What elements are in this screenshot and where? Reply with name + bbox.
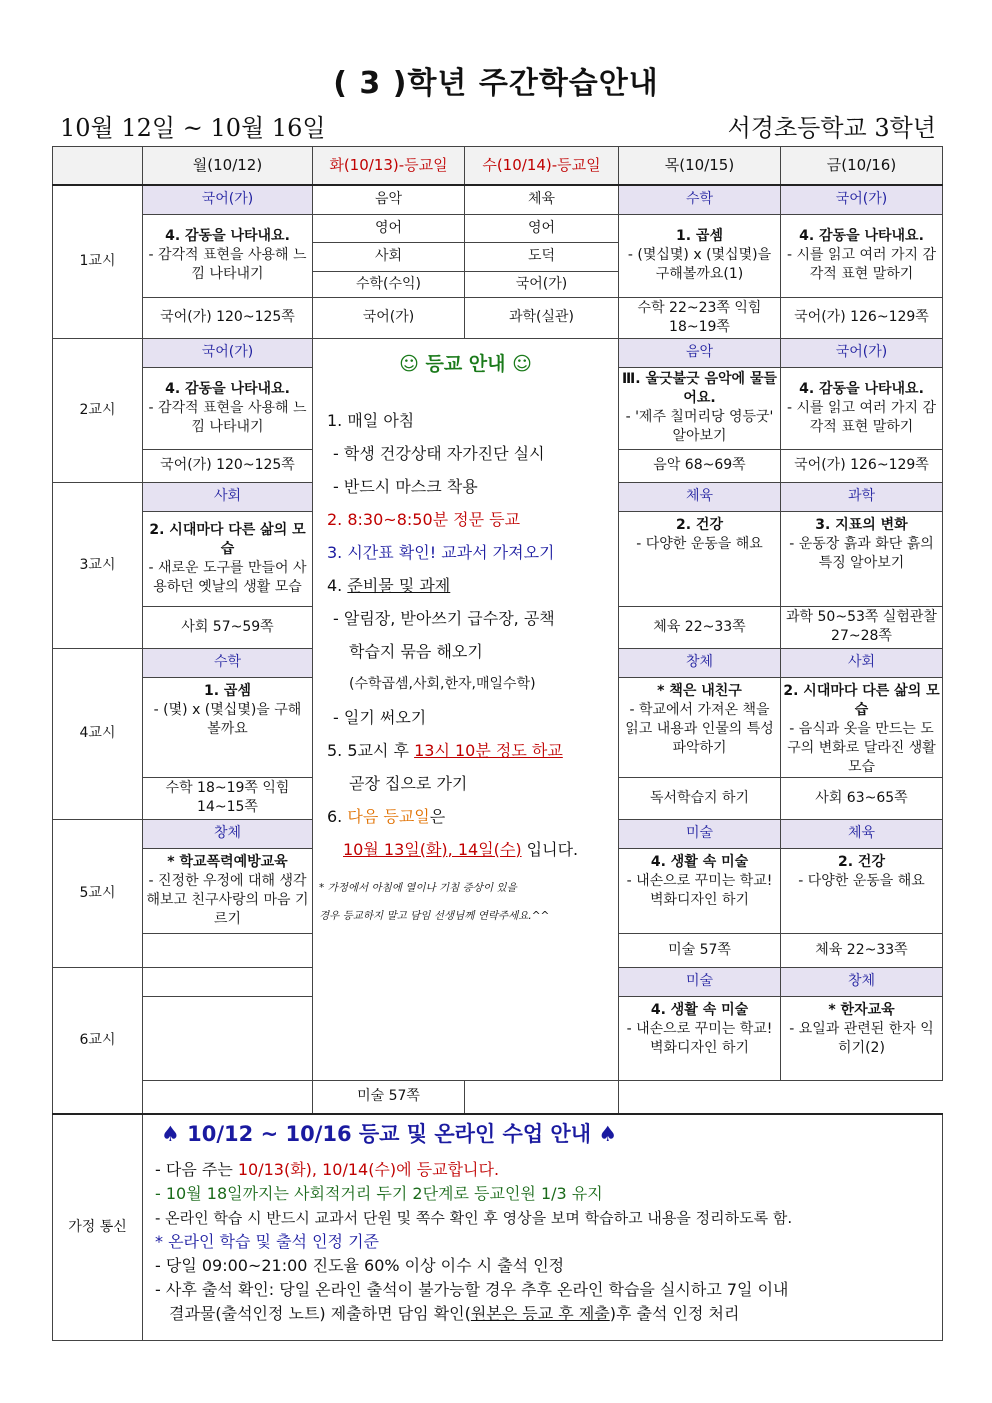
day-mon: 월(10/12) <box>143 147 313 186</box>
timetable <box>52 146 943 1341</box>
mon-p1-desc: - 감각적 표현을 사용해 느낌 나타내기 <box>148 247 307 282</box>
tue-p4-subject: 수학(수익) <box>313 271 465 297</box>
mon-p1-content <box>143 214 313 297</box>
notice-text: 준비물 및 과제 <box>347 575 451 595</box>
mon-p6-subject <box>143 967 313 996</box>
fri-p5-page: 체육 22~33쪽 <box>781 933 943 967</box>
fri-p5-content <box>781 848 943 933</box>
thu-p2-subject: 음악 <box>619 338 781 367</box>
fri-p6-unit: * 한자교육 <box>828 1001 895 1018</box>
fri-p5-unit: 2. 건강 <box>838 853 885 870</box>
thu-p4-desc: - 학교에서 가져온 책을 읽고 내용과 인물의 특성 파악하기 <box>625 701 774 756</box>
mon-p4-desc: - (몇) x (몇십몇)을 구해 볼까요 <box>153 701 302 737</box>
thu-p6-subject: 미술 <box>619 967 781 996</box>
thu-p2-unit: Ⅲ. 울긋불긋 음악에 물들어요. <box>622 371 777 406</box>
home-line: - 온라인 학습 시 반드시 교과서 단원 및 쪽수 확인 후 영상을 보며 학습하고 내용을 정리하도록 함. <box>155 1209 793 1227</box>
home-text: )후 출석 인정 처리 <box>609 1304 740 1323</box>
mon-p5-subject: 창체 <box>143 819 313 848</box>
fri-p4-desc: - 음식과 옷을 만드는 도구의 변화로 달라진 생활 모습 <box>787 720 936 775</box>
home-text: 결과물(출석인정 노트) 제출하면 담임 확인( <box>169 1304 471 1323</box>
mon-p2-unit: 4. 감동을 나타내요. <box>165 380 290 397</box>
home-text: 원본은 등교 후 제출 <box>470 1304 610 1323</box>
fri-p4-content <box>781 677 943 777</box>
wed-p2-subject: 영어 <box>465 214 619 242</box>
mon-p1-unit: 4. 감동을 나타내요. <box>165 228 290 244</box>
mon-p6-page <box>143 1080 313 1114</box>
notice-line: 곧장 집으로 가기 <box>349 773 468 793</box>
period-1: 1교시 <box>53 185 143 338</box>
page-title: ( 3 )학년 주간학습안내 <box>333 66 659 101</box>
fri-p6-page <box>465 1080 619 1114</box>
fri-p1-subject: 국어(가) <box>781 185 943 214</box>
tue-p2-subject: 영어 <box>313 214 465 242</box>
mon-p4-subject: 수학 <box>143 648 313 677</box>
thu-p5-page: 미술 57쪽 <box>619 933 781 967</box>
period-5: 5교시 <box>53 819 143 967</box>
home-line: - 사후 출석 확인: 당일 온라인 출석이 불가능할 경우 추후 온라인 학습을 실시하고 7일 이내 <box>155 1280 789 1299</box>
tue-p1-subject: 음악 <box>313 185 465 214</box>
mon-p5-unit: * 학교폭력예방교육 <box>167 853 288 870</box>
corner-cell <box>53 147 143 186</box>
wed-p3-subject: 도덕 <box>465 242 619 271</box>
mon-p6-content <box>143 996 313 1080</box>
home-line: - 10월 18일까지는 사회적거리 두기 2단계로 등교인원 1/3 유지 <box>155 1184 603 1203</box>
wed-p1-subject: 체육 <box>465 185 619 214</box>
mon-p2-content <box>143 367 313 449</box>
fri-p1-desc: - 시를 읽고 여러 가지 감각적 표현 말하기 <box>786 247 937 282</box>
day-thu: 목(10/15) <box>619 147 781 186</box>
fri-p5-subject: 체육 <box>781 819 943 848</box>
notice-text: 4. <box>327 575 348 595</box>
school-name: 서경초등학교 3학년 <box>727 114 936 142</box>
mon-p1-page: 국어(가) 120~125쪽 <box>143 297 313 338</box>
tue-p3-subject: 사회 <box>313 242 465 271</box>
notice-line: 2. 8:30~8:50분 정문 등교 <box>327 509 521 529</box>
home-line: - 당일 09:00~21:00 진도율 60% 이상 이수 시 출석 인정 <box>155 1256 565 1275</box>
notice-line: - 반드시 마스크 착용 <box>333 476 478 496</box>
fri-p3-subject: 과학 <box>781 482 943 511</box>
notice-line: (수학곱셈,사회,한자,매일수학) <box>349 675 536 692</box>
mon-p3-content <box>143 511 313 606</box>
notice-line: 3. 시간표 확인! 교과서 가져오기 <box>327 542 555 562</box>
mon-p4-content <box>143 677 313 777</box>
thu-p1-content <box>619 214 781 297</box>
period-4: 4교시 <box>53 648 143 819</box>
home-communication <box>143 1114 943 1340</box>
fri-p3-desc: - 운동장 흙과 화단 흙의 특징 알아보기 <box>789 535 934 571</box>
fri-p1-unit: 4. 감동을 나타내요. <box>799 228 924 244</box>
mon-p3-page: 사회 57~59쪽 <box>143 606 313 648</box>
thu-p6-unit: 4. 생활 속 미술 <box>650 1001 749 1018</box>
mon-p3-subject: 사회 <box>143 482 313 511</box>
fri-p1-page: 국어(가) 126~129쪽 <box>781 297 943 338</box>
fri-p6-content <box>781 996 943 1080</box>
mon-p3-desc: - 새로운 도구를 만들어 사용하던 옛날의 생활 모습 <box>148 559 307 595</box>
notice-line: 학습지 묶음 해오기 <box>349 641 483 661</box>
thu-p1-desc: - (몇십몇) x (몇십몇)을 구해볼까요(1) <box>627 247 772 282</box>
notice-line <box>319 833 612 866</box>
notice-line: - 학생 건강상태 자가진단 실시 <box>333 443 545 463</box>
thu-p5-unit: 4. 생활 속 미술 <box>650 853 749 870</box>
notice-text: 5. 5교시 후 <box>327 740 415 760</box>
thu-p6-desc: - 내손으로 꾸미는 학교! 벽화디자인 하기 <box>626 1020 773 1056</box>
notice-line: - 일기 써오기 <box>333 707 427 727</box>
period-3: 3교시 <box>53 482 143 648</box>
notice-note: 경우 등교하지 말고 담임 선생님께 연락주세요.^^ <box>319 909 550 922</box>
wed-p4-subject: 국어(가) <box>465 271 619 297</box>
thu-p3-desc: - 다양한 운동을 해요 <box>636 535 763 552</box>
thu-p4-page: 독서학습지 하기 <box>619 777 781 819</box>
thu-p3-subject: 체육 <box>619 482 781 511</box>
thu-p5-desc: - 내손으로 꾸미는 학교! 벽화디자인 하기 <box>626 872 773 908</box>
mon-p3-unit: 2. 시대마다 다른 삶의 모습 <box>149 521 306 557</box>
day-header-row <box>53 147 943 186</box>
thu-p6-content <box>619 996 781 1080</box>
notice-line <box>319 569 612 602</box>
notice-text: 6. <box>327 806 348 826</box>
mon-p5-page <box>143 933 313 967</box>
day-wed: 수(10/14)-등교일 <box>465 147 619 186</box>
thu-p2-page: 음악 68~69쪽 <box>619 449 781 482</box>
fri-p2-subject: 국어(가) <box>781 338 943 367</box>
fri-p2-unit: 4. 감동을 나타내요. <box>799 380 924 397</box>
mon-p2-desc: - 감각적 표현을 사용해 느낌 나타내기 <box>148 399 307 435</box>
day-fri: 금(10/16) <box>781 147 943 186</box>
notice-title: ☺ 등교 안내 ☺ <box>399 352 532 375</box>
mon-p4-unit: 1. 곱셈 <box>204 682 251 699</box>
thu-p1-page: 수학 22~23쪽 익힘 18~19쪽 <box>619 297 781 338</box>
fri-p1-content <box>781 214 943 297</box>
thu-p1-subject: 수학 <box>619 185 781 214</box>
fri-p2-desc: - 시를 읽고 여러 가지 감각적 표현 말하기 <box>786 399 937 435</box>
thu-p5-content <box>619 848 781 933</box>
home-line <box>155 1158 930 1182</box>
fri-p3-content <box>781 511 943 606</box>
notice-text: 13시 10분 정도 하교 <box>414 740 563 760</box>
fri-p4-subject: 사회 <box>781 648 943 677</box>
fri-p5-desc: - 다양한 운동을 해요 <box>798 872 925 889</box>
thu-p6-page: 미술 57쪽 <box>313 1080 465 1114</box>
fri-p2-content <box>781 367 943 449</box>
notice-line <box>319 800 612 833</box>
thu-p3-page: 체육 22~33쪽 <box>619 606 781 648</box>
thu-p3-content <box>619 511 781 606</box>
thu-p3-unit: 2. 건강 <box>676 516 723 533</box>
day-tue: 화(10/13)-등교일 <box>313 147 465 186</box>
period-2: 2교시 <box>53 338 143 482</box>
notice-line: - 알림장, 받아쓰기 급수장, 공책 <box>333 608 555 628</box>
thu-p4-subject: 창체 <box>619 648 781 677</box>
mon-p1-subject: 국어(가) <box>143 185 313 214</box>
mon-p5-content <box>143 848 313 933</box>
mon-p2-subject: 국어(가) <box>143 338 313 367</box>
date-range: 10월 12일 ~ 10월 16일 <box>60 114 326 142</box>
fri-p4-unit: 2. 시대마다 다른 삶의 모습 <box>783 682 940 718</box>
thu-p2-content <box>619 367 781 449</box>
tue-p5-subject: 국어(가) <box>313 297 465 338</box>
fri-p3-unit: 3. 지표의 변화 <box>815 516 908 533</box>
fri-p6-desc: - 요일과 관련된 한자 익히기(2) <box>789 1020 934 1056</box>
mon-p5-desc: - 진정한 우정에 대해 생각해보고 친구사랑의 마음 기르기 <box>146 872 309 927</box>
thu-p2-desc: - '제주 칠머리당 영등굿' 알아보기 <box>625 409 774 444</box>
home-title: ♠ 10/12 ~ 10/16 등교 및 온라인 수업 안내 ♠ <box>161 1122 618 1146</box>
home-text: - 다음 주는 <box>155 1160 238 1179</box>
notice-text: 은 <box>429 806 446 826</box>
home-line: * 온라인 학습 및 출석 인정 기준 <box>155 1232 379 1251</box>
mon-p2-page: 국어(가) 120~125쪽 <box>143 449 313 482</box>
attendance-notice <box>313 338 619 1080</box>
thu-p1-unit: 1. 곱셈 <box>676 228 723 244</box>
fri-p4-page: 사회 63~65쪽 <box>781 777 943 819</box>
notice-text: 입니다. <box>521 839 579 859</box>
home-text: 10/13(화), 10/14(수)에 등교합니다. <box>237 1160 500 1179</box>
mon-p4-page: 수학 18~19쪽 익힘 14~15쪽 <box>143 777 313 819</box>
notice-note: * 가정에서 아침에 열이나 기침 증상이 있을 <box>319 881 517 894</box>
period-6: 6교시 <box>53 967 143 1114</box>
fri-p2-page: 국어(가) 126~129쪽 <box>781 449 943 482</box>
thu-p4-content <box>619 677 781 777</box>
home-label: 가정 통신 <box>53 1114 143 1340</box>
notice-text: 10월 13일(화), 14일(수) <box>343 839 522 859</box>
fri-p6-subject: 창체 <box>781 967 943 996</box>
thu-p4-unit: * 책은 내친구 <box>657 682 742 699</box>
notice-line <box>319 734 612 767</box>
wed-p5-subject: 과학(실관) <box>465 297 619 338</box>
notice-line: 1. 매일 아침 <box>327 410 415 430</box>
home-line <box>155 1302 930 1326</box>
thu-p5-subject: 미술 <box>619 819 781 848</box>
fri-p3-page: 과학 50~53쪽 실험관찰 27~28쪽 <box>781 606 943 648</box>
notice-text: 다음 등교일 <box>347 806 430 826</box>
